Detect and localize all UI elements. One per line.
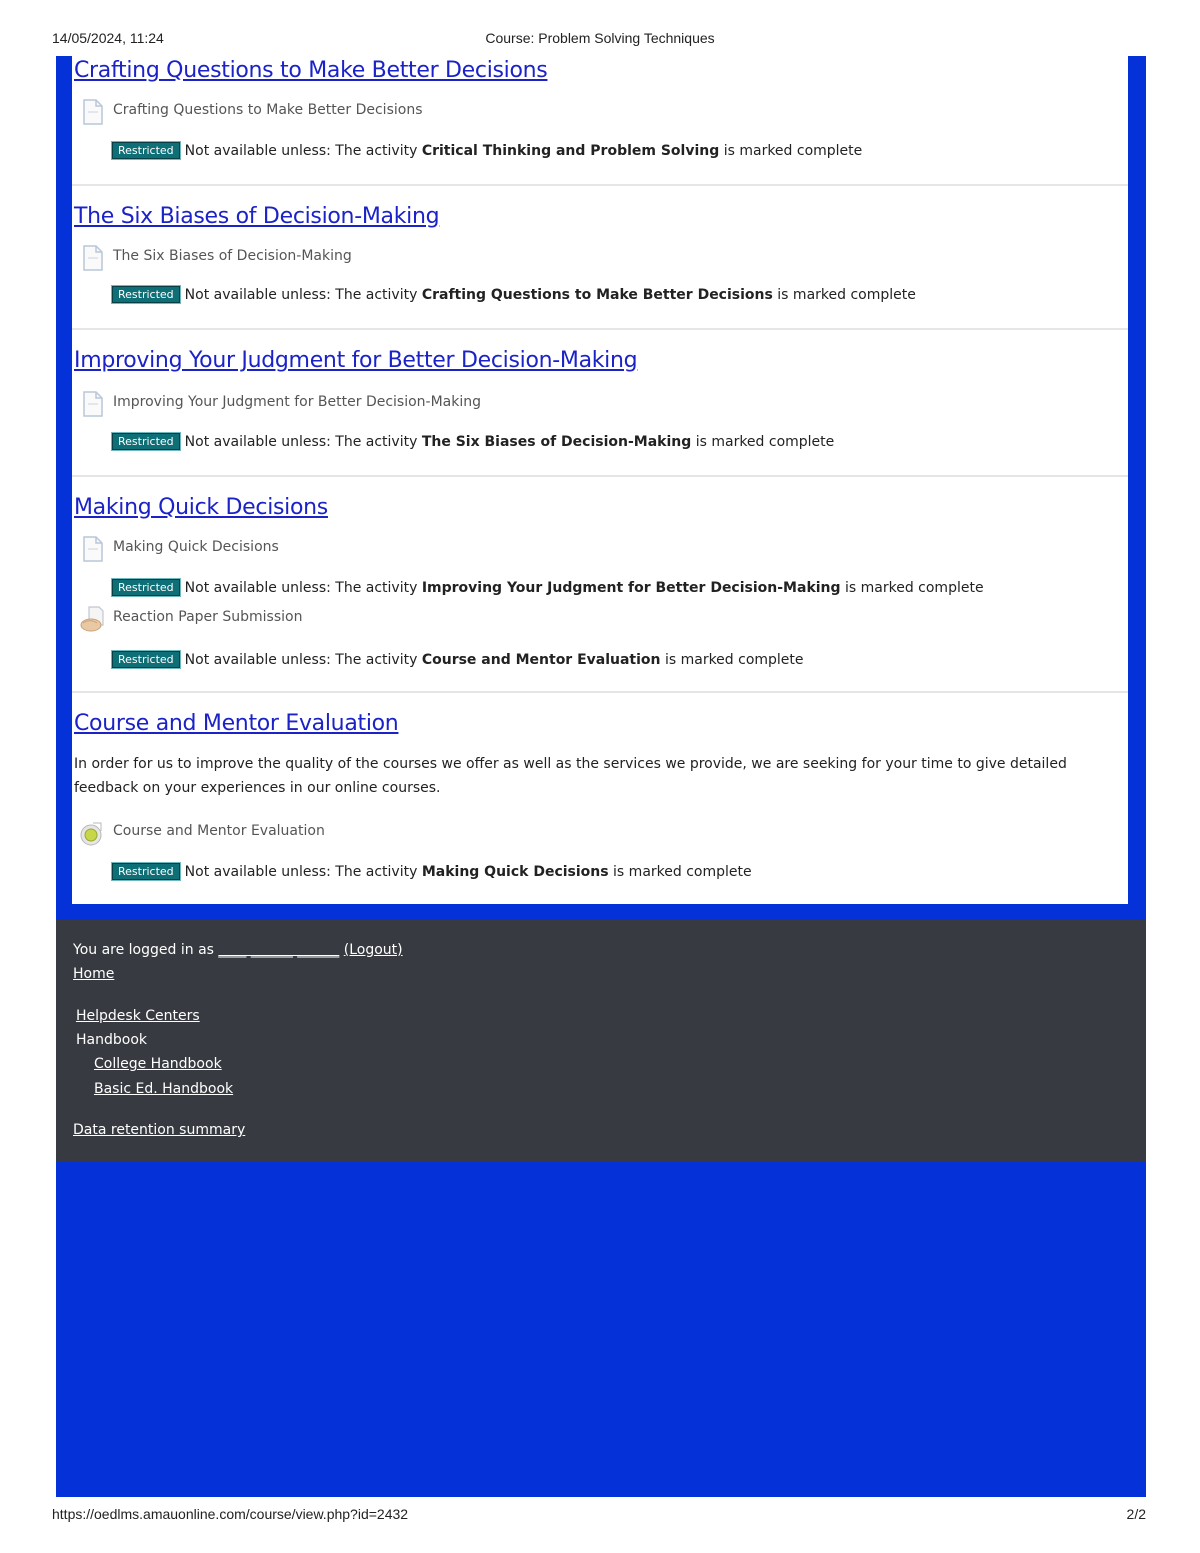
restricted-badge: Restricted bbox=[112, 142, 180, 159]
section-title-link[interactable]: The Six Biases of Decision-Making bbox=[74, 204, 440, 229]
logout-link[interactable]: (Logout) bbox=[343, 942, 403, 958]
page-icon bbox=[80, 390, 106, 418]
restricted-badge: Restricted bbox=[112, 863, 180, 880]
activity-name: Course and Mentor Evaluation bbox=[113, 823, 325, 839]
print-header bbox=[0, 30, 1200, 50]
course-section bbox=[72, 186, 1128, 330]
course-content bbox=[72, 56, 1128, 904]
college-handbook-link[interactable]: College Handbook bbox=[94, 1056, 222, 1072]
print-url: https://oedlms.amauonline.com/course/view.php?id=2432 bbox=[52, 1506, 409, 1522]
page-icon bbox=[80, 244, 106, 272]
login-info: You are logged in as ____ ______ ______ (Logout) bbox=[73, 942, 403, 958]
page-number: 2/2 bbox=[1126, 1506, 1146, 1522]
section-title-link[interactable]: Making Quick Decisions bbox=[74, 495, 328, 520]
restriction-info: Restricted Not available unless: The activity The Six Biases of Decision-Making is marked complete bbox=[112, 433, 834, 453]
print-datetime: 14/05/2024, 11:24 bbox=[52, 30, 164, 46]
course-section bbox=[72, 477, 1128, 693]
activity-name: The Six Biases of Decision-Making bbox=[113, 248, 352, 264]
required-activity: Course and Mentor Evaluation bbox=[421, 652, 661, 668]
restriction-info: Restricted Not available unless: The activity Improving Your Judgment for Better Decision-Making is marked complete bbox=[112, 579, 984, 599]
activity-name: Making Quick Decisions bbox=[113, 539, 279, 555]
restriction-info: Restricted Not available unless: The activity Critical Thinking and Problem Solving is marked complete bbox=[112, 142, 862, 162]
course-section bbox=[72, 330, 1128, 477]
page-icon bbox=[80, 98, 106, 126]
restricted-badge: Restricted bbox=[112, 651, 180, 668]
required-activity: Improving Your Judgment for Better Decision-Making bbox=[421, 580, 841, 596]
restricted-badge: Restricted bbox=[112, 579, 180, 596]
activity-name: Reaction Paper Submission bbox=[113, 609, 303, 625]
required-activity: Critical Thinking and Problem Solving bbox=[421, 143, 720, 159]
restriction-info: Restricted Not available unless: The activity Crafting Questions to Make Better Decisions is marked complete bbox=[112, 286, 916, 306]
data-retention-link[interactable]: Data retention summary bbox=[73, 1122, 246, 1138]
page-footer bbox=[56, 920, 1146, 1162]
print-page-title: Course: Problem Solving Techniques bbox=[485, 30, 715, 46]
restriction-info: Restricted Not available unless: The activity Making Quick Decisions is marked complete bbox=[112, 863, 752, 883]
required-activity: Making Quick Decisions bbox=[421, 864, 609, 880]
course-section bbox=[72, 56, 1128, 186]
basic-ed-handbook-link[interactable]: Basic Ed. Handbook bbox=[94, 1081, 234, 1097]
feedback-icon bbox=[80, 819, 106, 847]
section-title-link[interactable]: Course and Mentor Evaluation bbox=[74, 711, 399, 736]
user-name-link[interactable]: ____ ______ ______ bbox=[218, 942, 340, 958]
activity-name: Crafting Questions to Make Better Decisions bbox=[113, 102, 423, 118]
section-title-link[interactable]: Crafting Questions to Make Better Decisions bbox=[74, 58, 548, 83]
assignment-icon bbox=[80, 605, 106, 633]
course-section bbox=[72, 693, 1128, 904]
home-link[interactable]: Home bbox=[73, 966, 115, 982]
page-icon bbox=[80, 535, 106, 563]
section-description: In order for us to improve the quality of the courses we offer as well as the services we provide, we are seeking for your time to give detailed feedback on your experiences in our online courses. bbox=[74, 756, 1067, 796]
activity-name: Improving Your Judgment for Better Decision-Making bbox=[113, 394, 482, 410]
handbook-label: Handbook bbox=[76, 1032, 147, 1048]
restriction-info: Restricted Not available unless: The activity Course and Mentor Evaluation is marked complete bbox=[112, 651, 804, 671]
required-activity: Crafting Questions to Make Better Decisions bbox=[421, 287, 773, 303]
section-title-link[interactable]: Improving Your Judgment for Better Decision-Making bbox=[74, 348, 638, 373]
restricted-badge: Restricted bbox=[112, 286, 180, 303]
restricted-badge: Restricted bbox=[112, 433, 180, 450]
helpdesk-centers-link[interactable]: Helpdesk Centers bbox=[76, 1008, 200, 1024]
required-activity: The Six Biases of Decision-Making bbox=[421, 434, 692, 450]
